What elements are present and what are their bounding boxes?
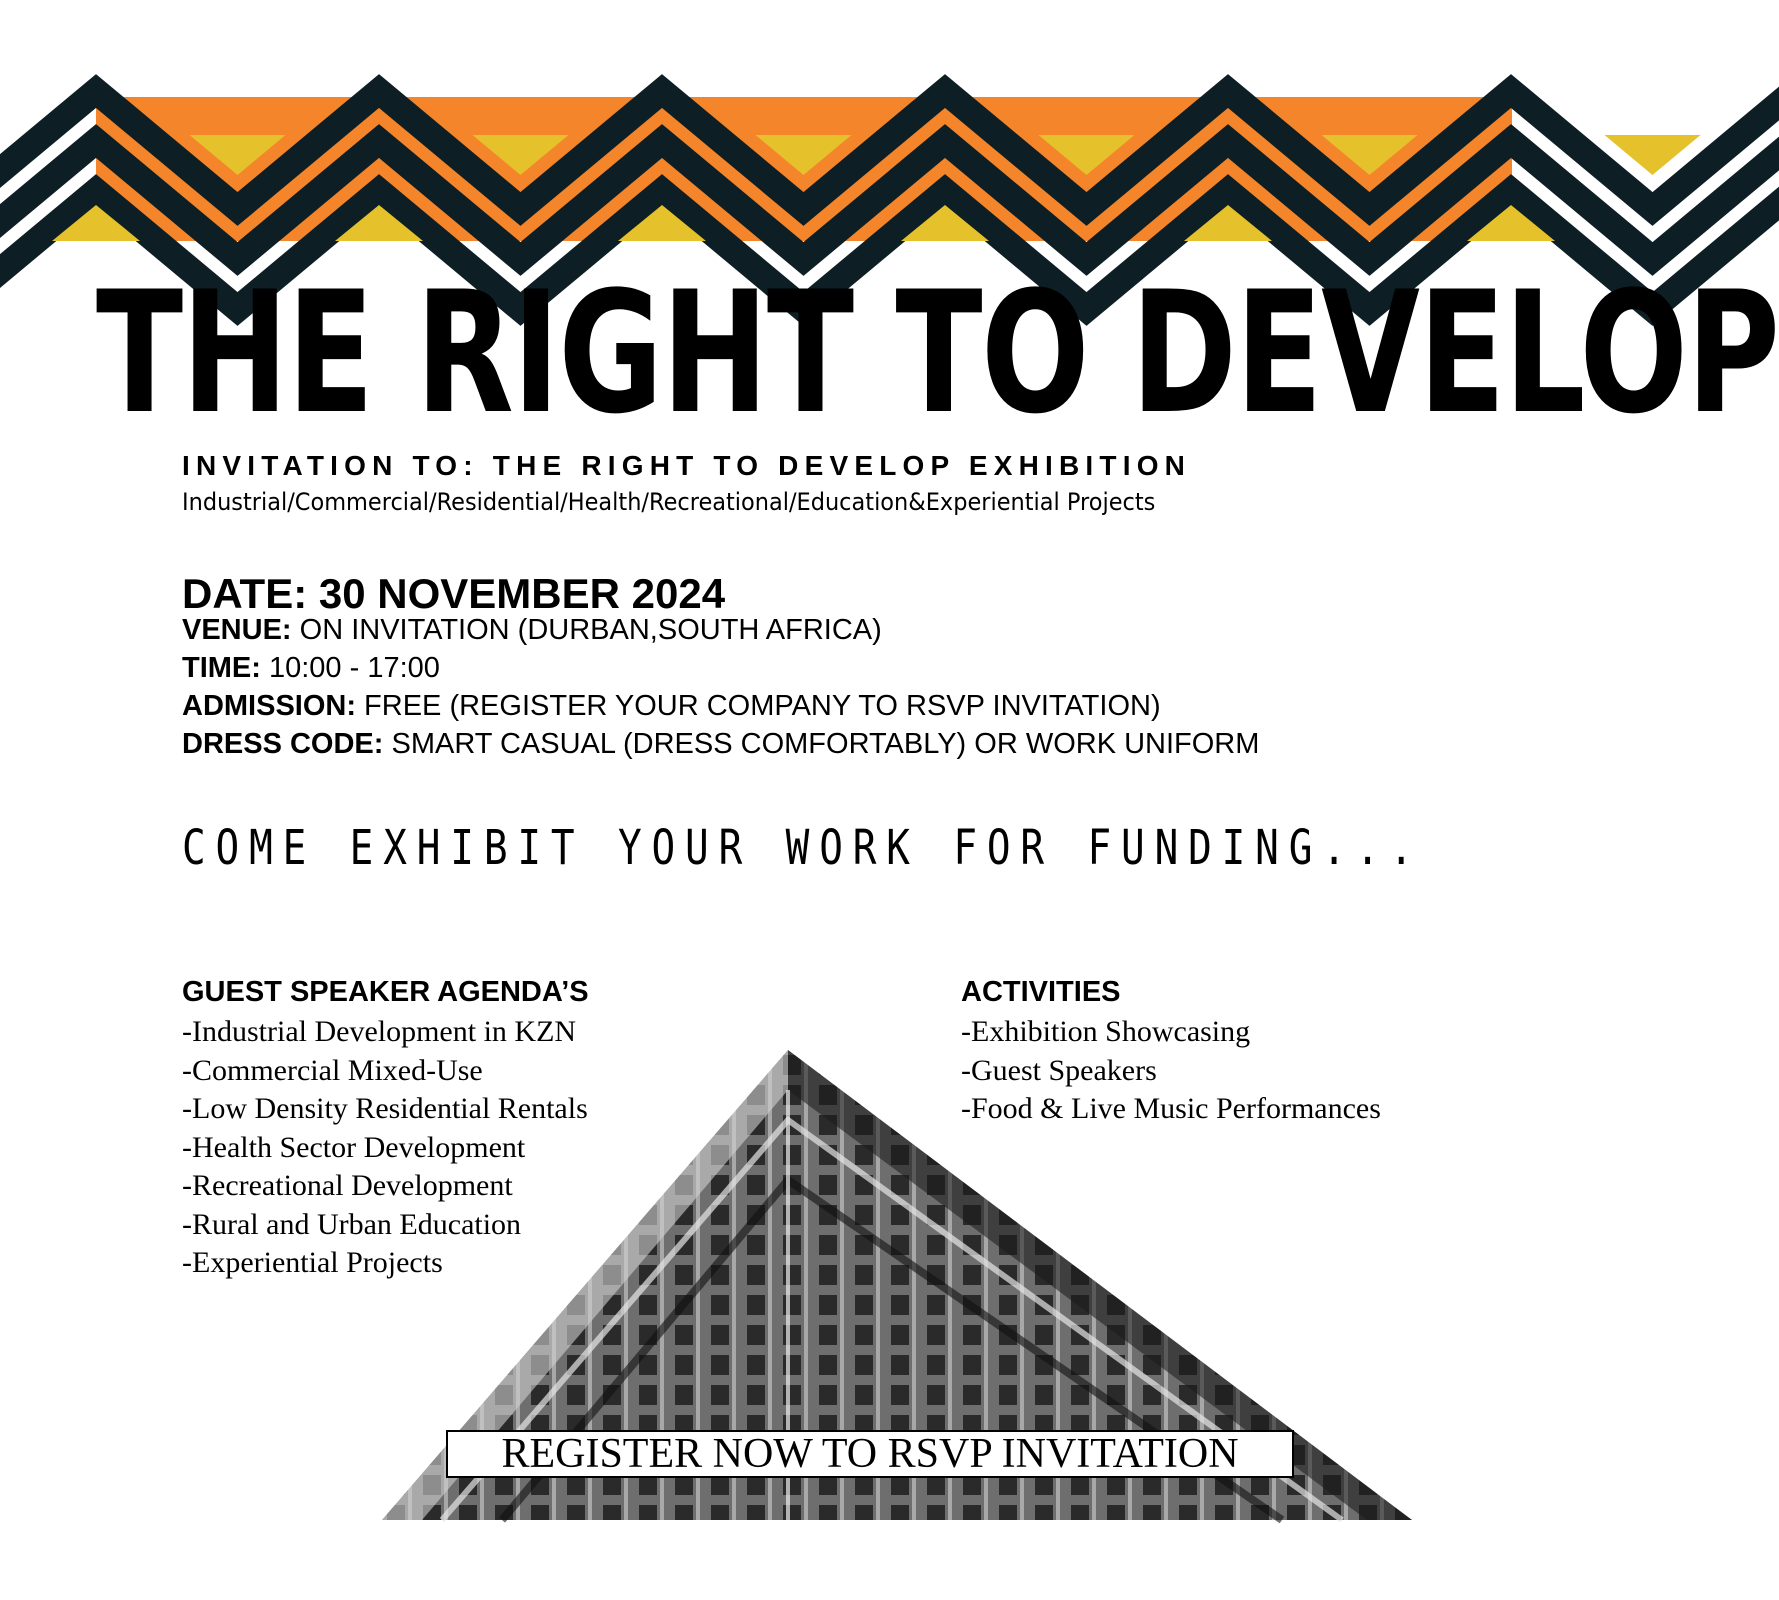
list-item: -Exhibition Showcasing (961, 1015, 1251, 1048)
agenda-list (182, 1013, 589, 1283)
dress-code-value: SMART CASUAL (DRESS COMFORTABLY) OR WORK UNIFORM (383, 728, 1260, 760)
admission-line (182, 690, 1161, 723)
invitation-subheading: Industrial/Commercial/Residential/Health/Recreational/Education&Experiential Projects (182, 488, 1156, 516)
activities-list (961, 1013, 1381, 1129)
admission-value: FREE (REGISTER YOUR COMPANY TO RSVP INVITATION) (356, 690, 1161, 722)
list-item: -Guest Speakers (961, 1053, 1157, 1087)
list-item: -Low Density Residential Rentals (182, 1092, 588, 1125)
venue-line (182, 614, 882, 647)
list-item: -Health Sector Development (182, 1130, 526, 1164)
list-item: -Commercial Mixed-Use (182, 1053, 483, 1087)
event-date: DATE: 30 NOVEMBER 2024 (182, 570, 726, 617)
time-value: 10:00 - 17:00 (260, 652, 440, 684)
decorative-pattern-banner (96, 97, 1512, 241)
list-item: -Recreational Development (182, 1169, 513, 1202)
invitation-heading: INVITATION TO: THE RIGHT TO DEVELOP EXHIBITION (182, 450, 1192, 481)
agenda-section (182, 976, 589, 1283)
admission-label: ADMISSION: (182, 690, 356, 722)
agenda-heading: GUEST SPEAKER AGENDA’S (182, 976, 589, 1008)
time-line (182, 652, 440, 685)
page-title: THE RIGHT TO DEVELOP (96, 255, 1779, 451)
list-item: -Experiential Projects (182, 1246, 443, 1279)
list-item: -Rural and Urban Education (182, 1207, 522, 1241)
call-to-action: COME EXHIBIT YOUR WORK FOR FUNDING... (182, 820, 1423, 876)
venue-label: VENUE: (182, 614, 292, 646)
register-button[interactable]: REGISTER NOW TO RSVP INVITATION (446, 1430, 1294, 1478)
list-item: -Industrial Development in KZN (182, 1015, 577, 1048)
activities-section (961, 976, 1381, 1129)
activities-heading: ACTIVITIES (961, 976, 1121, 1008)
dress-code-label: DRESS CODE: (182, 728, 384, 760)
time-label: TIME: (182, 652, 261, 684)
dress-code-line (182, 728, 1259, 761)
venue-value: ON INVITATION (DURBAN,SOUTH AFRICA) (291, 614, 882, 646)
list-item: -Food & Live Music Performances (961, 1092, 1381, 1125)
